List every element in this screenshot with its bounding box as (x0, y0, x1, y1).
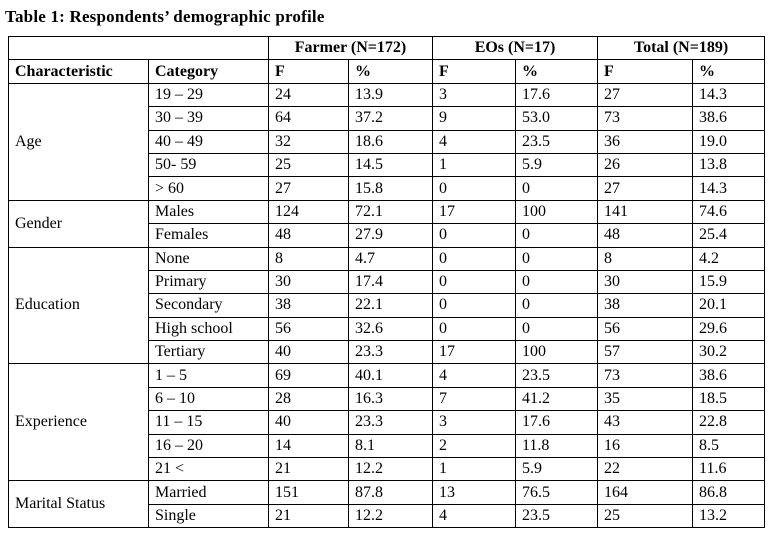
total-f-cell: 56 (598, 317, 693, 340)
farmer-f-cell: 40 (269, 341, 349, 364)
farmer-pct-cell: 87.8 (349, 481, 433, 504)
total-pct-cell: 22.8 (693, 411, 765, 434)
table-row (9, 481, 765, 504)
category-cell: > 60 (149, 177, 269, 200)
eos-f-cell: 0 (433, 177, 516, 200)
eos-f-cell: 9 (433, 107, 516, 130)
category-cell: Single (149, 504, 269, 527)
farmer-pct-header: % (349, 60, 433, 83)
category-cell: 50- 59 (149, 153, 269, 176)
farmer-f-cell: 27 (269, 177, 349, 200)
eos-f-cell: 0 (433, 294, 516, 317)
eos-pct-cell: 23.5 (516, 504, 598, 527)
total-f-cell: 16 (598, 434, 693, 457)
eos-pct-header: % (516, 60, 598, 83)
category-cell: 6 – 10 (149, 387, 269, 410)
eos-f-cell: 4 (433, 504, 516, 527)
farmer-f-cell: 38 (269, 294, 349, 317)
total-pct-cell: 86.8 (693, 481, 765, 504)
farmer-f-cell: 69 (269, 364, 349, 387)
total-f-header: F (598, 60, 693, 83)
category-cell: 30 – 39 (149, 107, 269, 130)
total-pct-cell: 30.2 (693, 341, 765, 364)
total-f-cell: 8 (598, 247, 693, 270)
category-cell: Secondary (149, 294, 269, 317)
total-f-cell: 73 (598, 364, 693, 387)
total-pct-cell: 29.6 (693, 317, 765, 340)
farmer-pct-cell: 27.9 (349, 224, 433, 247)
farmer-f-cell: 21 (269, 504, 349, 527)
total-pct-cell: 13.2 (693, 504, 765, 527)
farmer-f-cell: 48 (269, 224, 349, 247)
farmer-pct-cell: 13.9 (349, 83, 433, 106)
total-pct-cell: 38.6 (693, 364, 765, 387)
total-f-cell: 25 (598, 504, 693, 527)
eos-f-cell: 17 (433, 200, 516, 223)
farmer-pct-cell: 8.1 (349, 434, 433, 457)
total-f-cell: 43 (598, 411, 693, 434)
total-pct-cell: 20.1 (693, 294, 765, 317)
total-pct-cell: 8.5 (693, 434, 765, 457)
farmer-f-cell: 24 (269, 83, 349, 106)
total-f-cell: 27 (598, 177, 693, 200)
eos-f-cell: 3 (433, 411, 516, 434)
total-pct-cell: 38.6 (693, 107, 765, 130)
characteristic-cell-marital-status: Marital Status (9, 481, 149, 528)
eos-f-cell: 4 (433, 364, 516, 387)
eos-f-cell: 0 (433, 247, 516, 270)
total-f-cell: 164 (598, 481, 693, 504)
farmer-f-cell: 151 (269, 481, 349, 504)
header-row (9, 60, 765, 83)
total-pct-cell: 4.2 (693, 247, 765, 270)
characteristic-cell-age: Age (9, 83, 149, 200)
farmer-f-cell: 25 (269, 153, 349, 176)
total-f-cell: 36 (598, 130, 693, 153)
category-cell: 11 – 15 (149, 411, 269, 434)
eos-pct-cell: 100 (516, 200, 598, 223)
farmer-pct-cell: 22.1 (349, 294, 433, 317)
farmer-pct-cell: 37.2 (349, 107, 433, 130)
eos-group-header: EOs (N=17) (433, 37, 598, 60)
characteristic-cell-gender: Gender (9, 200, 149, 247)
farmer-f-cell: 8 (269, 247, 349, 270)
farmer-f-cell: 28 (269, 387, 349, 410)
farmer-pct-cell: 17.4 (349, 270, 433, 293)
table-row (9, 247, 765, 270)
eos-pct-cell: 17.6 (516, 411, 598, 434)
eos-f-cell: 2 (433, 434, 516, 457)
table-row (9, 200, 765, 223)
eos-pct-cell: 76.5 (516, 481, 598, 504)
eos-pct-cell: 0 (516, 317, 598, 340)
farmer-f-cell: 21 (269, 458, 349, 481)
eos-pct-cell: 100 (516, 341, 598, 364)
total-f-cell: 22 (598, 458, 693, 481)
farmer-pct-cell: 14.5 (349, 153, 433, 176)
total-pct-header: % (693, 60, 765, 83)
eos-pct-cell: 17.6 (516, 83, 598, 106)
total-f-cell: 48 (598, 224, 693, 247)
table-row (9, 364, 765, 387)
category-cell: 40 – 49 (149, 130, 269, 153)
eos-f-cell: 4 (433, 130, 516, 153)
table-row (9, 83, 765, 106)
eos-f-cell: 0 (433, 270, 516, 293)
total-f-cell: 73 (598, 107, 693, 130)
farmer-pct-cell: 40.1 (349, 364, 433, 387)
farmer-pct-cell: 32.6 (349, 317, 433, 340)
eos-f-cell: 17 (433, 341, 516, 364)
total-pct-cell: 74.6 (693, 200, 765, 223)
blank-header-cell (9, 37, 269, 60)
farmer-pct-cell: 12.2 (349, 458, 433, 481)
total-pct-cell: 18.5 (693, 387, 765, 410)
farmer-pct-cell: 23.3 (349, 341, 433, 364)
category-cell: Females (149, 224, 269, 247)
total-f-cell: 26 (598, 153, 693, 176)
farmer-pct-cell: 16.3 (349, 387, 433, 410)
eos-f-cell: 1 (433, 153, 516, 176)
characteristic-cell-experience: Experience (9, 364, 149, 481)
eos-pct-cell: 0 (516, 270, 598, 293)
category-cell: Tertiary (149, 341, 269, 364)
farmer-f-cell: 124 (269, 200, 349, 223)
category-cell: 19 – 29 (149, 83, 269, 106)
category-cell: 1 – 5 (149, 364, 269, 387)
total-pct-cell: 11.6 (693, 458, 765, 481)
farmer-f-cell: 56 (269, 317, 349, 340)
total-pct-cell: 14.3 (693, 83, 765, 106)
category-cell: 21 < (149, 458, 269, 481)
eos-f-cell: 3 (433, 83, 516, 106)
eos-pct-cell: 53.0 (516, 107, 598, 130)
eos-pct-cell: 41.2 (516, 387, 598, 410)
category-cell: 16 – 20 (149, 434, 269, 457)
eos-pct-cell: 23.5 (516, 130, 598, 153)
demographics-table (8, 36, 765, 528)
farmer-pct-cell: 72.1 (349, 200, 433, 223)
total-pct-cell: 25.4 (693, 224, 765, 247)
eos-f-cell: 1 (433, 458, 516, 481)
total-pct-cell: 19.0 (693, 130, 765, 153)
category-cell: Primary (149, 270, 269, 293)
eos-f-cell: 0 (433, 317, 516, 340)
header-group-row (9, 37, 765, 60)
farmer-pct-cell: 12.2 (349, 504, 433, 527)
total-f-cell: 141 (598, 200, 693, 223)
category-cell: None (149, 247, 269, 270)
total-f-cell: 27 (598, 83, 693, 106)
farmer-pct-cell: 4.7 (349, 247, 433, 270)
eos-f-cell: 0 (433, 224, 516, 247)
farmer-f-cell: 32 (269, 130, 349, 153)
eos-pct-cell: 0 (516, 247, 598, 270)
eos-pct-cell: 5.9 (516, 153, 598, 176)
farmer-pct-cell: 15.8 (349, 177, 433, 200)
farmer-f-cell: 40 (269, 411, 349, 434)
eos-f-header: F (433, 60, 516, 83)
total-pct-cell: 14.3 (693, 177, 765, 200)
total-pct-cell: 15.9 (693, 270, 765, 293)
farmer-group-header: Farmer (N=172) (269, 37, 433, 60)
farmer-f-header: F (269, 60, 349, 83)
total-f-cell: 35 (598, 387, 693, 410)
category-cell: Married (149, 481, 269, 504)
eos-f-cell: 13 (433, 481, 516, 504)
eos-pct-cell: 0 (516, 177, 598, 200)
eos-pct-cell: 23.5 (516, 364, 598, 387)
total-pct-cell: 13.8 (693, 153, 765, 176)
farmer-f-cell: 64 (269, 107, 349, 130)
characteristic-header: Characteristic (9, 60, 149, 83)
total-f-cell: 57 (598, 341, 693, 364)
farmer-pct-cell: 18.6 (349, 130, 433, 153)
eos-pct-cell: 11.8 (516, 434, 598, 457)
category-cell: Males (149, 200, 269, 223)
eos-f-cell: 7 (433, 387, 516, 410)
characteristic-cell-education: Education (9, 247, 149, 364)
eos-pct-cell: 0 (516, 224, 598, 247)
total-group-header: Total (N=189) (598, 37, 765, 60)
table-title: Table 1: Respondents’ demographic profile (5, 7, 325, 26)
category-header: Category (149, 60, 269, 83)
farmer-f-cell: 30 (269, 270, 349, 293)
total-f-cell: 38 (598, 294, 693, 317)
farmer-pct-cell: 23.3 (349, 411, 433, 434)
total-f-cell: 30 (598, 270, 693, 293)
eos-pct-cell: 0 (516, 294, 598, 317)
category-cell: High school (149, 317, 269, 340)
eos-pct-cell: 5.9 (516, 458, 598, 481)
farmer-f-cell: 14 (269, 434, 349, 457)
